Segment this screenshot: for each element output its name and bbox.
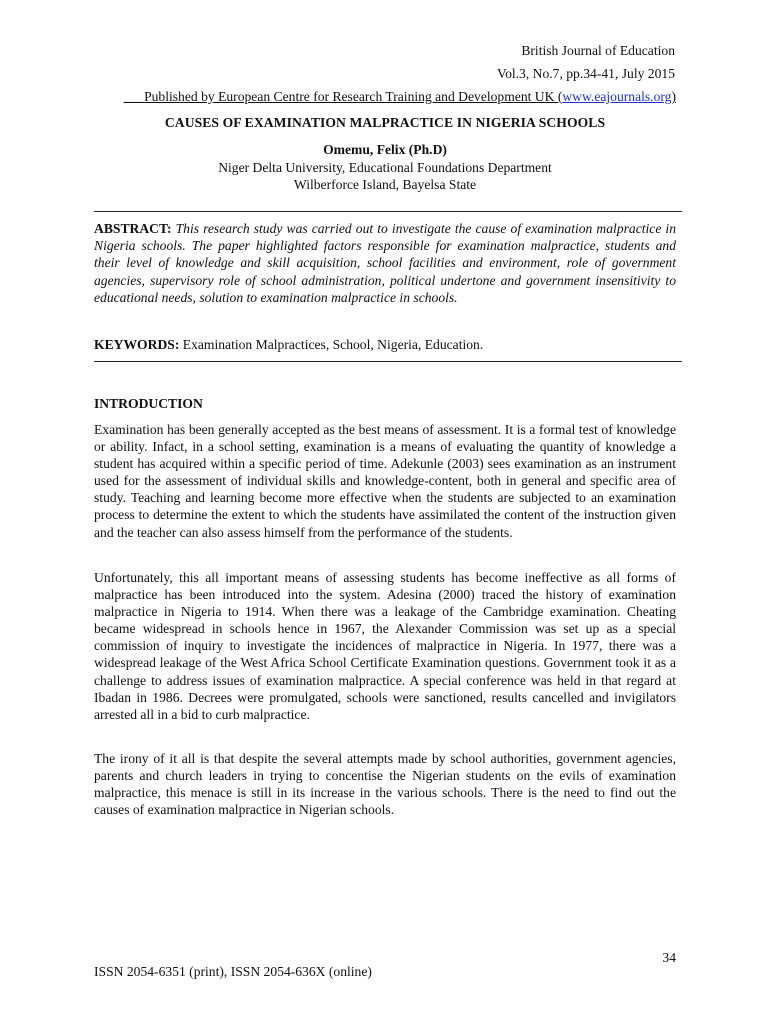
author-affiliation-2: Wilberforce Island, Bayelsa State	[293, 177, 477, 192]
section-heading-introduction: INTRODUCTION	[94, 396, 203, 411]
publisher-link[interactable]: www.eajournals.org	[562, 89, 672, 104]
abstract-block	[94, 220, 676, 306]
issn-footer: ISSN 2054-6351 (print), ISSN 2054-636X (online)	[94, 964, 372, 979]
publisher-line	[94, 88, 676, 105]
author-affiliation-1: Niger Delta University, Educational Foundations Department	[218, 160, 552, 175]
page-number: 34	[662, 950, 676, 965]
keywords-label: KEYWORDS:	[94, 337, 180, 352]
abstract-top-rule	[94, 211, 682, 212]
body-paragraph: Unfortunately, this all important means of assessing students has become ineffective as all forms of malpractice has been introduced into the system. Adesina (2000) traced the history of examination malpractice in Nigeria to 1914. When there was a leakage of the Cambridge examination. Cheating became widespread in schools hence in 1967, the Alexander Commission was set up as a special commission of inquiry to investigate the incidences of malpractice in Nigeria. In 1977, there was a widespread leakage of the West Africa School Certificate Examination questions. Government took it as a challenge to address issues of examination malpractice. A special conference was held in that regard at Ibadan in 1986. Decrees were promulgated, schools were sanctioned, results cancelled and invigilators arrested all in a bid to curb malpractice.	[94, 570, 676, 722]
keywords-text: Examination Malpractices, School, Nigeria, Education.	[182, 337, 484, 352]
abstract-text: This research study was carried out to investigate the cause of examination malpractice in Nigeria schools. The paper highlighted factors responsible for examination malpractice, students and their level of knowledge and skill acquisition, school facilities and environment, role of government agencies, supervisory role of school administration, political undertone and government insensitivity to educational needs, solution to examination malpractice in schools.	[94, 221, 676, 305]
publisher-text: Published by European Centre for Research Training and Development UK (	[144, 89, 563, 104]
body-paragraph: Examination has been generally accepted as the best means of assessment. It is a formal test of knowledge or ability. Infact, in a school setting, examination is a means of evaluating the quantity of knowledge a student has acquired within a specific period of time. Adekunle (2003) sees examination as an instrument used for the assessment of individual skills and knowledge-content, both in general and specific area of study. Teaching and learning become more effective when the students are subjected to an examination process to determine the extent to which the students have assimilated the content of the instruction given and the teacher can also assess himself from the performance of the students.	[94, 422, 676, 540]
volume-info: Vol.3, No.7, pp.34-41, July 2015	[497, 66, 675, 81]
journal-name: British Journal of Education	[521, 43, 675, 58]
publisher-prefix: ___	[123, 89, 145, 104]
article-author: Omemu, Felix (Ph.D)	[323, 142, 447, 157]
publisher-suffix: )	[671, 89, 676, 104]
article-title: CAUSES OF EXAMINATION MALPRACTICE IN NIGERIA SCHOOLS	[164, 115, 606, 130]
keywords-block	[94, 336, 676, 353]
abstract-bottom-rule	[94, 361, 682, 362]
body-paragraph: The irony of it all is that despite the several attempts made by school authorities, government agencies, parents and church leaders in trying to concentise the Nigerian students on the evils of examination malpractice, this menace is still in its increase in the various schools. There is the need to find out the causes of examination malpractice in Nigerian schools.	[94, 751, 676, 818]
abstract-label: ABSTRACT:	[94, 221, 172, 236]
